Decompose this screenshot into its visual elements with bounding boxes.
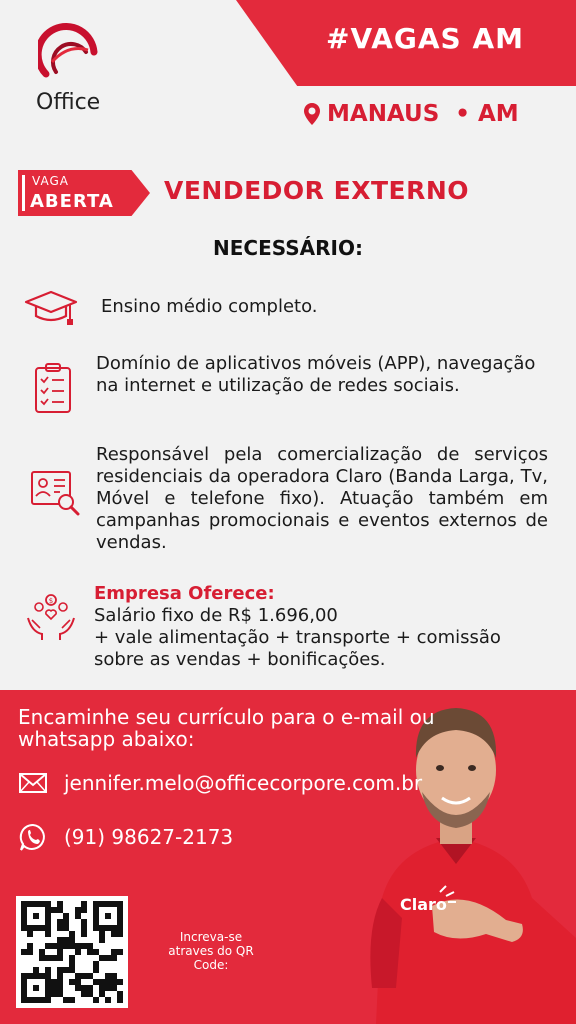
checklist-icon: [26, 362, 80, 416]
tag-big-text: ABERTA: [30, 191, 114, 212]
requirement-text: Responsável pela comercialização de serviços residenciais da operadora Claro (Banda Larga, Tv, Móvel e telefone fixo). Atuação também em campanhas promocionais e eventos externos de vendas.: [96, 444, 548, 553]
job-title: VENDEDOR EXTERNO: [164, 176, 470, 205]
location: [303, 101, 519, 127]
qr-code[interactable]: [16, 896, 128, 1008]
tag-divider: [22, 175, 25, 211]
vagas-banner-text: #VAGAS AM: [326, 22, 524, 55]
logo-arc-icon: [38, 22, 100, 84]
requirement-text: Domínio de aplicativos móveis (APP), navegação na internet e utilização de redes sociais.: [96, 353, 536, 396]
requirement-text: Ensino médio completo.: [101, 296, 318, 317]
offer-benefits: + vale alimentação + transporte + comissão: [94, 627, 501, 648]
location-pin-icon: [303, 102, 321, 126]
tag-small-text: VAGA: [32, 174, 69, 188]
offer-bonus: sobre as vendas + bonificações.: [94, 649, 386, 670]
benefits-hands-icon: [24, 588, 78, 642]
whatsapp-icon: [18, 822, 48, 852]
qr-instructions: Increva-se atraves do QR Code:: [168, 930, 254, 972]
qr-module: [117, 997, 123, 1003]
graduation-cap-icon: [24, 282, 78, 336]
contact-instructions: Encaminhe seu currículo para o e-mail ou whatsapp abaixo:: [18, 705, 435, 751]
logo-text: Office: [36, 90, 101, 115]
phone-row[interactable]: [18, 822, 233, 852]
envelope-icon: [18, 768, 48, 798]
office-logo: [32, 22, 112, 118]
email-address[interactable]: jennifer.melo@officecorpore.com.br: [64, 771, 423, 795]
email-row[interactable]: [18, 768, 422, 798]
offer-title: Empresa Oferece:: [94, 583, 275, 604]
shirt-logo: Claro: [400, 895, 447, 914]
offer-salary: Salário fixo de R$ 1.696,00: [94, 605, 338, 626]
qr-code-pattern: [21, 901, 123, 1003]
svg-text:$: $: [48, 597, 54, 605]
location-text: MANAUS • AM: [327, 101, 519, 127]
section-heading: NECESSÁRIO:: [213, 236, 363, 260]
offer-details: [94, 605, 564, 671]
phone-number[interactable]: (91) 98627-2173: [64, 825, 234, 849]
resume-search-icon: [28, 466, 82, 520]
